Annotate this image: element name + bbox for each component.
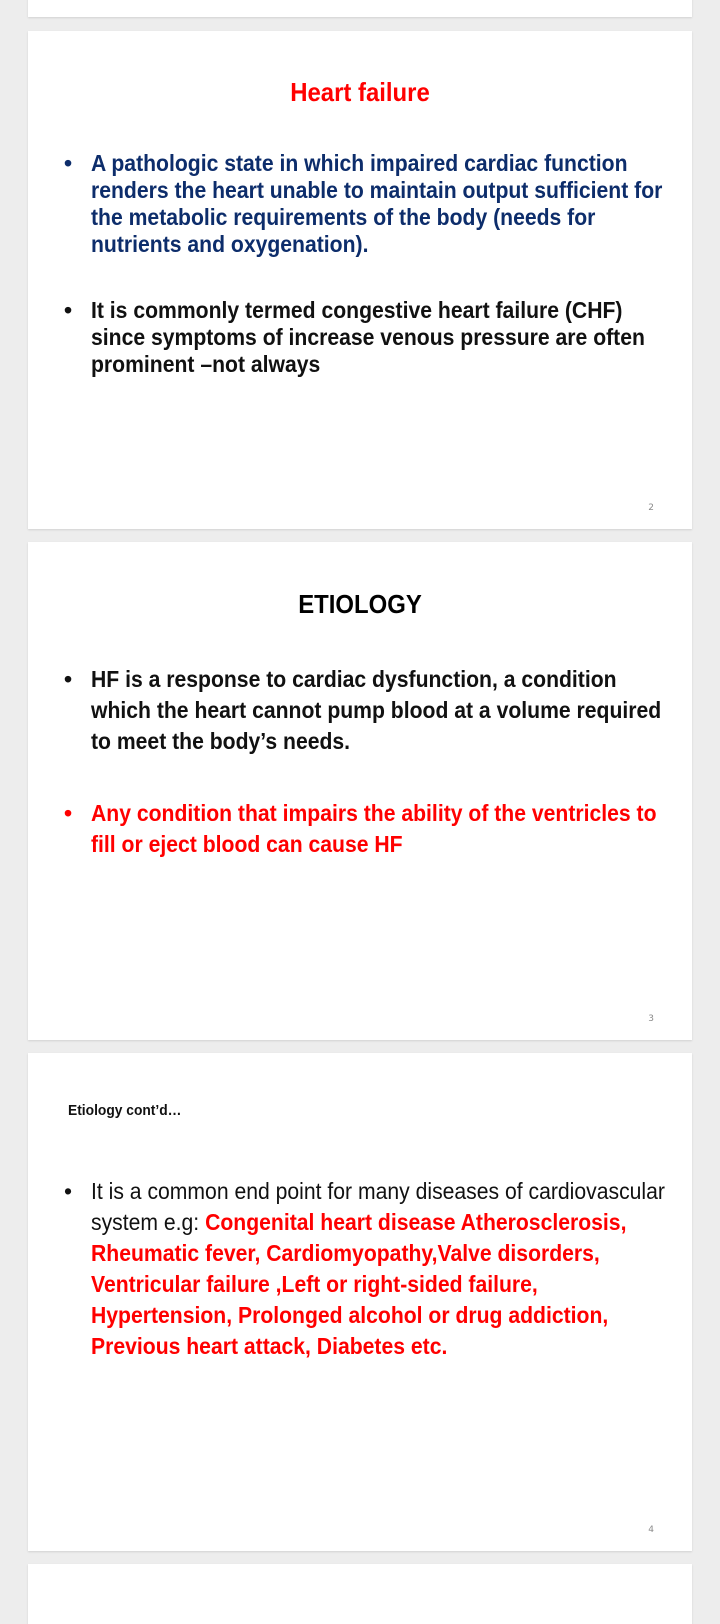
bullet-dot: • xyxy=(64,1178,73,1204)
bullet-text: Any condition that impairs the ability of the ventricles to fill or eject blood can cause HF xyxy=(91,800,657,857)
bullet-intro-text: It is a common end point for many diseases of cardiovascular system e.g: xyxy=(91,1178,665,1235)
page-number: 3 xyxy=(648,1014,654,1024)
bullet-text: A pathologic state in which impaired cardiac function renders the heart unable to maintain output sufficient for the metabolic requirements of the body (needs for nutrients and oxygenation). xyxy=(91,150,663,257)
bullet-item xyxy=(64,664,676,757)
slide-subtitle: Etiology cont’d… xyxy=(68,1102,182,1119)
bullet-highlight-text: Congenital heart disease Atherosclerosis, Rheumatic fever, Cardiomyopathy,Valve disorders, Ventricular failure ,Left or right-sided failure, Hypertension, Prolonged alcohol or drug addiction, Previous heart attack, Diabetes etc. xyxy=(91,1209,627,1359)
slide-page-2 xyxy=(28,31,692,529)
bullet-dot: • xyxy=(64,800,73,826)
bullet-item xyxy=(64,297,676,378)
bullet-text: It is commonly termed congestive heart failure (CHF) since symptoms of increase venous pressure are often prominent –not always xyxy=(91,297,645,377)
bullet-dot: • xyxy=(64,666,73,692)
bullet-dot: • xyxy=(64,150,73,176)
bullet-text: HF is a response to cardiac dysfunction, a condition which the heart cannot pump blood at a volume required to meet the body’s needs. xyxy=(91,666,662,754)
slide-page-3 xyxy=(28,542,692,1040)
page-number: 2 xyxy=(648,503,654,513)
slide-title: ETIOLOGY xyxy=(298,589,422,619)
next-page-partial xyxy=(28,1564,692,1624)
bullet-item xyxy=(64,150,676,258)
bullet-text xyxy=(91,1176,680,1362)
bullet-item xyxy=(64,798,676,860)
bullet-dot: • xyxy=(64,297,73,323)
bullet-item xyxy=(64,1176,676,1362)
slide-page-4 xyxy=(28,1053,692,1551)
slide-title: Heart failure xyxy=(290,77,430,107)
previous-page-partial xyxy=(28,0,692,17)
page-number: 4 xyxy=(648,1525,654,1535)
